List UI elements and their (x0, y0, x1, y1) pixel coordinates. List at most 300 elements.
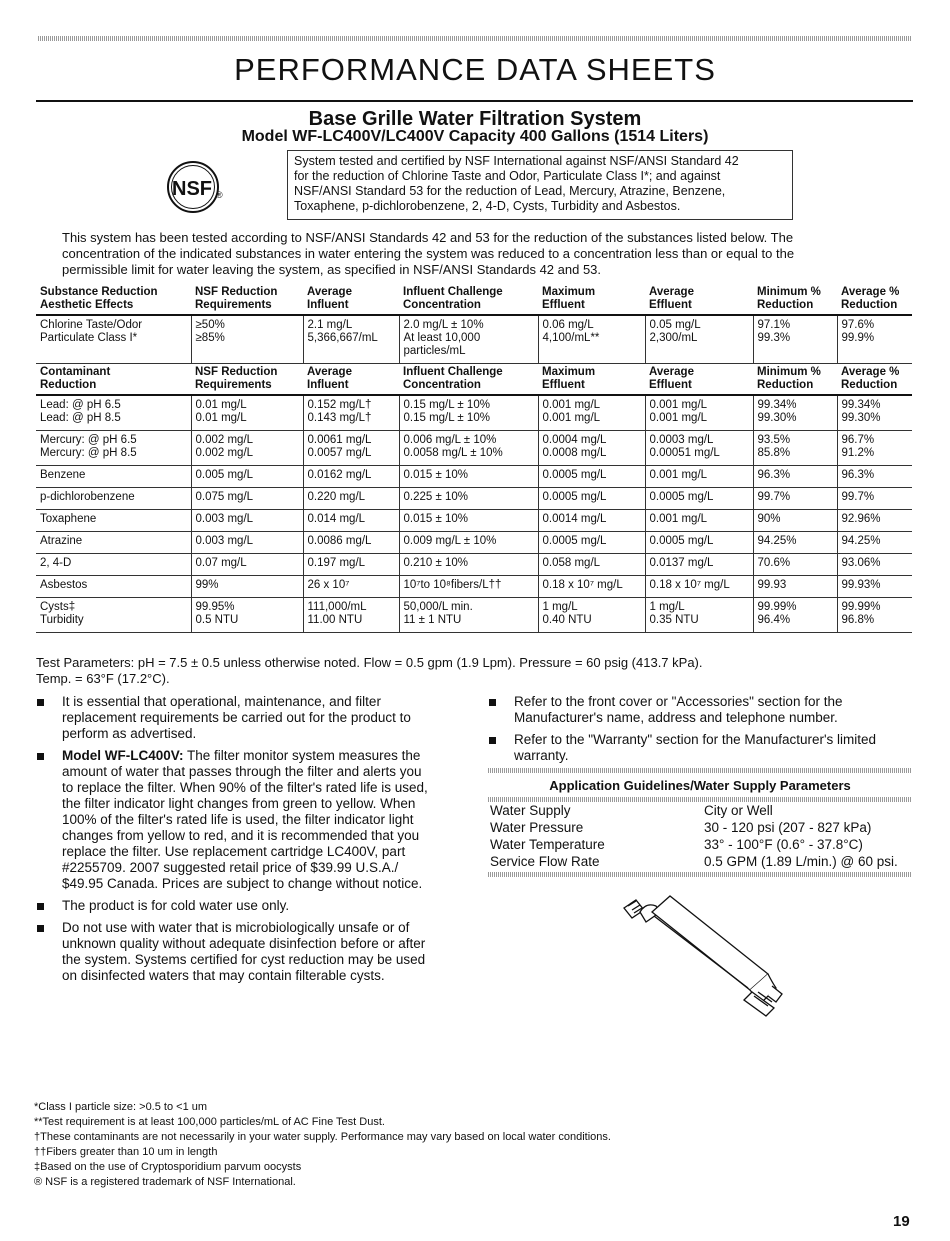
cell-text: 96.3% (841, 469, 875, 481)
cell-text: 0.197 mg/L (307, 557, 366, 569)
cell-text: 99.7% (841, 491, 875, 503)
cell-text: 50,000/L min. (403, 601, 473, 613)
nsf-registered-mark: ® (216, 190, 223, 200)
table-cell (645, 315, 753, 364)
header-text: Reduction (841, 299, 898, 311)
bullet-item (488, 732, 914, 764)
cell-text: 0.0057 mg/L (307, 447, 372, 459)
cell-text: 0.001 mg/L (542, 412, 601, 424)
table-cell (837, 488, 912, 510)
left-bullet-list (36, 694, 460, 990)
table-cell (191, 554, 303, 576)
table-cell (399, 532, 538, 554)
table-cell (645, 395, 753, 431)
header-text: Concentration (403, 299, 481, 311)
table-cell (837, 598, 912, 633)
guideline-value: 30 - 120 psi (207 - 827 kPa) (704, 820, 872, 835)
cell-text: 0.15 mg/L ± 10% (403, 399, 490, 411)
cell-text: 4,100/mL** (542, 332, 600, 344)
table-row (36, 315, 912, 364)
header-text: Effluent (542, 299, 585, 311)
table-header-cell (645, 364, 753, 396)
table-cell (837, 431, 912, 466)
cell-text: Lead: @ pH 6.5 (40, 399, 121, 411)
guideline-value: City or Well (704, 803, 773, 818)
cell-text: 1 mg/L (542, 601, 578, 613)
table-cell (36, 510, 191, 532)
table-cell (538, 466, 645, 488)
cell-text: 111,000/mL (307, 601, 367, 613)
table-header-cell (36, 284, 191, 315)
footnote-line: *Class I particle size: >0.5 to <1 um (34, 1101, 208, 1113)
table-cell (399, 576, 538, 598)
table-header-cell (36, 364, 191, 396)
table-cell (36, 554, 191, 576)
table-header-cell (753, 284, 837, 315)
header-text: Effluent (542, 379, 585, 391)
intro-paragraph (62, 230, 912, 278)
performance-table (36, 284, 912, 633)
guideline-value: 33° - 100°F (0.6° - 37.8°C) (704, 837, 863, 852)
table-cell (303, 532, 399, 554)
cell-text: 0.0058 mg/L ± 10% (403, 447, 503, 459)
cell-text: 99.93 (757, 579, 787, 591)
table-cell (191, 395, 303, 431)
header-text: Aesthetic Effects (40, 299, 134, 311)
cell-text: ≥50% (195, 319, 225, 331)
cell-text: 99.99% (757, 601, 797, 613)
cell-text: 96.8% (841, 614, 875, 626)
guidelines-title: Application Guidelines/Water Supply Parameters (549, 778, 851, 793)
bullet-line: Refer to the "Warranty" section for the Manufacturer's limited (514, 732, 877, 747)
bullet-item (36, 920, 460, 984)
table-cell (191, 488, 303, 510)
cell-text: Lead: @ pH 8.5 (40, 412, 121, 424)
header-text: Maximum (542, 286, 596, 298)
table-cell (303, 315, 399, 364)
bullet-bold-lead: Model WF-LC400V: (62, 748, 184, 763)
table-cell (303, 554, 399, 576)
cell-text: 97.6% (841, 319, 875, 331)
guideline-value: 0.5 GPM (1.89 L/min.) @ 60 psi. (704, 854, 898, 869)
header-text: Requirements (195, 299, 272, 311)
guideline-parameter: Service Flow Rate (490, 854, 600, 869)
table-cell (191, 431, 303, 466)
bullet-line: replacement requirements be carried out for the product to (62, 710, 411, 725)
cell-text: 99.30% (841, 412, 881, 424)
bullet-line: warranty. (514, 748, 569, 763)
cert-box-line: NSF/ANSI Standard 53 for the reduction of Lead, Mercury, Atrazine, Benzene, (294, 184, 726, 198)
cell-text: 0.0061 mg/L (307, 434, 372, 446)
table-cell (303, 576, 399, 598)
intro-line: permissible limit for water leaving the system, as specified in NSF/ANSI Standards 42 and 53. (62, 262, 602, 277)
cell-text: 0.001 mg/L (649, 469, 708, 481)
table-cell (645, 466, 753, 488)
table-header-cell (538, 284, 645, 315)
cell-text: 0.152 mg/L† (307, 399, 372, 411)
cell-text: 0.40 NTU (542, 614, 592, 626)
cell-text: 93.06% (841, 557, 881, 569)
cell-text: 0.05 mg/L (649, 319, 701, 331)
bullet-item (488, 694, 914, 726)
table-cell (837, 576, 912, 598)
cell-text: 99.30% (757, 412, 797, 424)
cell-text: 0.225 ± 10% (403, 491, 468, 503)
cell-text: 99.95% (195, 601, 235, 613)
cell-text: 99.99% (841, 601, 881, 613)
table-cell (36, 466, 191, 488)
cell-text: 0.0086 mg/L (307, 535, 372, 547)
table-cell (645, 431, 753, 466)
table-header-cell (303, 284, 399, 315)
cell-text: 0.001 mg/L (649, 513, 708, 525)
header-text: Reduction (757, 379, 814, 391)
header-text: Minimum % (757, 366, 821, 378)
table-cell (36, 431, 191, 466)
table-cell (837, 554, 912, 576)
cell-text: 93.5% (757, 434, 791, 446)
bullet-line: #2255709. 2007 suggested retail price of $39.99 U.S.A./ (62, 860, 399, 875)
right-bullet-list (488, 694, 914, 770)
cert-box-line: System tested and certified by NSF International against NSF/ANSI Standard 42 (294, 154, 739, 168)
header-text: Substance Reduction (40, 286, 158, 298)
header-text: Effluent (649, 379, 692, 391)
bullet-item (36, 898, 460, 914)
table-cell (36, 488, 191, 510)
table-cell (399, 395, 538, 431)
cell-text: 0.0005 mg/L (542, 491, 607, 503)
footnote-line: **Test requirement is at least 100,000 particles/mL of AC Fine Test Dust. (34, 1116, 385, 1128)
model-capacity-title: Model WF-LC400V/LC400V Capacity 400 Gallons (1514 Liters) (241, 128, 709, 145)
cell-text: 96.3% (757, 469, 791, 481)
table-cell (753, 488, 837, 510)
guidelines-table (488, 802, 912, 870)
cell-text: 0.001 mg/L (649, 412, 708, 424)
nsf-logo-text: NSF (172, 178, 212, 200)
table-row (36, 395, 912, 431)
header-text: Influent (307, 379, 349, 391)
cell-text: 0.058 mg/L (542, 557, 601, 569)
cell-text: 99.9% (841, 332, 875, 344)
cell-text: Benzene (40, 469, 86, 481)
table-cell (191, 466, 303, 488)
cell-text: 0.5 NTU (195, 614, 239, 626)
header-text: Effluent (649, 299, 692, 311)
page-number: 19 (893, 1213, 910, 1230)
cell-text: ≥85% (195, 332, 225, 344)
cell-text: Atrazine (40, 535, 83, 547)
cell-text: Chlorine Taste/Odor (40, 319, 143, 331)
cell-text: 0.00051 mg/L (649, 447, 720, 459)
cell-text: 0.210 ± 10% (403, 557, 468, 569)
table-cell (191, 532, 303, 554)
table-cell (837, 466, 912, 488)
cell-text: particles/mL (403, 345, 466, 357)
cell-text: 0.009 mg/L ± 10% (403, 535, 497, 547)
intro-line: concentration of the indicated substances in water entering the system was reduced to a concentration less than or equal to the (62, 246, 795, 261)
table-cell (538, 510, 645, 532)
cell-text: 11.00 NTU (307, 614, 363, 626)
cell-text: 94.25% (841, 535, 881, 547)
table-cell (538, 395, 645, 431)
table-cell (191, 598, 303, 633)
cell-text: 2.0 mg/L ± 10% (403, 319, 484, 331)
bullet-line: the system. Systems certified for cyst reduction may be used (62, 952, 426, 967)
table-cell (399, 466, 538, 488)
cell-text: Turbidity (40, 614, 84, 626)
table-row (36, 532, 912, 554)
cell-text: 11 ± 1 NTU (403, 614, 462, 626)
cell-text: Asbestos (40, 579, 88, 591)
guidelines-bottom-hatch (488, 872, 912, 877)
intro-line: This system has been tested according to NSF/ANSI Standards 42 and 53 for the reduction of the substances listed below. The (62, 230, 794, 245)
cell-text: 0.0003 mg/L (649, 434, 714, 446)
cell-text: 0.01 mg/L (195, 412, 247, 424)
page-title: PERFORMANCE DATA SHEETS (234, 52, 716, 87)
bullet-line: $49.95 Canada. Prices are subject to change without notice. (62, 876, 423, 891)
nsf-logo-icon (166, 160, 232, 214)
table-cell (645, 576, 753, 598)
table-cell (753, 532, 837, 554)
filter-cartridge-image (618, 890, 788, 1020)
cell-text: 0.0004 mg/L (542, 434, 607, 446)
cell-text: 0.002 mg/L (195, 447, 254, 459)
table-cell (303, 598, 399, 633)
header-text: Minimum % (757, 286, 821, 298)
header-text: Average (307, 286, 352, 298)
table-cell (399, 510, 538, 532)
table-cell (753, 431, 837, 466)
table-header-row (36, 284, 912, 315)
bullet-line: the filter indicator light changes from green to yellow. When (62, 796, 416, 811)
guideline-parameter: Water Supply (490, 803, 571, 818)
header-text: Influent Challenge (403, 286, 503, 298)
cell-text: 0.06 mg/L (542, 319, 594, 331)
test-parameters (36, 655, 916, 687)
table-header-row (36, 364, 912, 396)
table-cell (303, 466, 399, 488)
bullet-line: on disinfected waters that may contain filterable cysts. (62, 968, 385, 983)
table-cell (303, 395, 399, 431)
table-header-cell (538, 364, 645, 396)
header-text: Concentration (403, 379, 481, 391)
guideline-parameter: Water Temperature (490, 837, 605, 852)
cell-text: 0.0008 mg/L (542, 447, 607, 459)
table-cell (753, 315, 837, 364)
header-text: Reduction (40, 379, 97, 391)
table-cell (837, 532, 912, 554)
header-text: Maximum (542, 366, 596, 378)
table-cell (36, 598, 191, 633)
table-cell (837, 395, 912, 431)
cell-text: Mercury: @ pH 6.5 (40, 434, 137, 446)
cell-text: 0.015 ± 10% (403, 513, 468, 525)
guideline-parameter: Water Pressure (490, 820, 584, 835)
cell-text: 0.005 mg/L (195, 469, 254, 481)
cell-text: 0.001 mg/L (649, 399, 708, 411)
cell-text: 96.4% (757, 614, 791, 626)
cell-text: 26 x 10⁷ (307, 579, 350, 591)
bullet-line: to replace the filter. When 90% of the filter's rated life is used, (62, 780, 428, 795)
cell-text: 0.003 mg/L (195, 535, 254, 547)
bullet-line: perform as advertised. (62, 726, 197, 741)
cell-text: 0.014 mg/L (307, 513, 366, 525)
footnote-line: †These contaminants are not necessarily in your water supply. Performance may vary based on local water conditions. (34, 1131, 611, 1143)
cell-text: Toxaphene (40, 513, 97, 525)
bullet-line: Manufacturer's name, address and telephone number. (514, 710, 838, 725)
bullet-line: amount of water that passes through the filter and alerts you (62, 764, 422, 779)
table-cell (753, 576, 837, 598)
bullet-line: changes from yellow to red, and it is recommended that you (62, 828, 420, 843)
table-cell (36, 315, 191, 364)
table-cell (837, 315, 912, 364)
table-cell (191, 510, 303, 532)
cell-text: 0.0137 mg/L (649, 557, 714, 569)
header-text: Average (649, 286, 694, 298)
table-header-cell (191, 364, 303, 396)
bullet-line: unknown quality without adequate disinfection before or after (62, 936, 426, 951)
table-cell (399, 431, 538, 466)
cell-text: 0.075 mg/L (195, 491, 254, 503)
table-cell (645, 488, 753, 510)
cell-text: 2.1 mg/L (307, 319, 353, 331)
cell-text: 0.0005 mg/L (649, 491, 714, 503)
table-row (36, 554, 912, 576)
header-text: Average (649, 366, 694, 378)
table-cell (645, 532, 753, 554)
bullet-line: The filter monitor system measures the (183, 748, 421, 763)
header-text: Average % (841, 366, 900, 378)
header-text: Influent Challenge (403, 366, 503, 378)
bullet-line: The product is for cold water use only. (62, 898, 290, 913)
header-text: Influent (307, 299, 349, 311)
table-cell (538, 532, 645, 554)
guideline-row (488, 802, 912, 819)
table-header-cell (191, 284, 303, 315)
cell-text: 91.2% (841, 447, 875, 459)
cert-box-line: Toxaphene, p-dichlorobenzene, 2, 4-D, Cysts, Turbidity and Asbestos. (294, 199, 681, 213)
table-cell (399, 315, 538, 364)
header-text: Average (307, 366, 352, 378)
table-cell (538, 315, 645, 364)
title-underline (36, 100, 913, 102)
cell-text: 0.18 x 10⁷ mg/L (649, 579, 730, 591)
table-cell (36, 532, 191, 554)
guideline-row (488, 836, 912, 853)
cell-text: 0.0014 mg/L (542, 513, 607, 525)
table-row (36, 576, 912, 598)
bullet-item (36, 748, 460, 892)
table-row (36, 598, 912, 633)
bullet-item (36, 694, 460, 742)
table-cell (191, 315, 303, 364)
cell-text: 99.3% (757, 332, 791, 344)
cell-text: 0.07 mg/L (195, 557, 247, 569)
cell-text: 99.7% (757, 491, 791, 503)
table-cell (645, 554, 753, 576)
test-params-line: Temp. = 63°F (17.2°C). (36, 671, 170, 686)
table-cell (753, 598, 837, 633)
table-cell (303, 488, 399, 510)
table-header-cell (645, 284, 753, 315)
cell-text: 0.0005 mg/L (542, 535, 607, 547)
cell-text: 96.7% (841, 434, 875, 446)
cell-text: 5,366,667/mL (307, 332, 378, 344)
guideline-row (488, 819, 912, 836)
guidelines-top-hatch (488, 768, 912, 773)
table-cell (191, 576, 303, 598)
table-header-cell (399, 364, 538, 396)
table-header-cell (303, 364, 399, 396)
table-cell (303, 431, 399, 466)
table-cell (645, 510, 753, 532)
table-row (36, 510, 912, 532)
cell-text: 70.6% (757, 557, 791, 569)
footnote-line: ® NSF is a registered trademark of NSF International. (34, 1176, 296, 1188)
table-row (36, 488, 912, 510)
table-cell (538, 488, 645, 510)
bullet-line: replace the filter. Use replacement cartridge LC400V, part (62, 844, 406, 859)
table-row (36, 431, 912, 466)
table-cell (753, 395, 837, 431)
cell-text: 99.34% (841, 399, 881, 411)
cell-text: Mercury: @ pH 8.5 (40, 447, 137, 459)
cell-text: 0.0005 mg/L (542, 469, 607, 481)
cell-text: 97.1% (757, 319, 791, 331)
table-cell (837, 510, 912, 532)
cell-text: 0.015 ± 10% (403, 469, 468, 481)
cell-text: 99.34% (757, 399, 797, 411)
cell-text: 90% (757, 513, 781, 525)
cell-text: 0.0162 mg/L (307, 469, 372, 481)
cell-text: 0.006 mg/L ± 10% (403, 434, 497, 446)
cell-text: 94.25% (757, 535, 797, 547)
test-params-line: Test Parameters: pH = 7.5 ± 0.5 unless otherwise noted. Flow = 0.5 gpm (1.9 Lpm). Pressure = 60 psig (413.7 kPa). (36, 655, 703, 670)
table-cell (538, 554, 645, 576)
cell-text: 0.220 mg/L (307, 491, 366, 503)
cell-text: 99% (195, 579, 219, 591)
cell-text: 2,300/mL (649, 332, 698, 344)
header-text: Average % (841, 286, 900, 298)
table-cell (753, 510, 837, 532)
bullet-line: 100% of the filter's rated life is used, the filter indicator light (62, 812, 414, 827)
cell-text: 0.143 mg/L† (307, 412, 372, 424)
table-cell (645, 598, 753, 633)
table-cell (399, 554, 538, 576)
cert-box-line: for the reduction of Chlorine Taste and Odor, Particulate Class I*; and against (294, 169, 721, 183)
table-cell (538, 431, 645, 466)
table-header-cell (837, 364, 912, 396)
header-text: Contaminant (40, 366, 111, 378)
table-cell (538, 598, 645, 633)
cell-text: Particulate Class I* (40, 332, 138, 344)
header-text: NSF Reduction (195, 286, 278, 298)
cell-text: 92.96% (841, 513, 881, 525)
table-header-cell (837, 284, 912, 315)
header-text: Reduction (841, 379, 898, 391)
table-cell (36, 395, 191, 431)
table-cell (538, 576, 645, 598)
cell-text: 0.003 mg/L (195, 513, 254, 525)
table-cell (399, 598, 538, 633)
table-cell (303, 510, 399, 532)
cell-text: 0.01 mg/L (195, 399, 247, 411)
guideline-row (488, 853, 912, 870)
system-subtitle: Base Grille Water Filtration System (308, 108, 642, 130)
table-header-cell (753, 364, 837, 396)
table-header-cell (399, 284, 538, 315)
cell-text: 0.0005 mg/L (649, 535, 714, 547)
